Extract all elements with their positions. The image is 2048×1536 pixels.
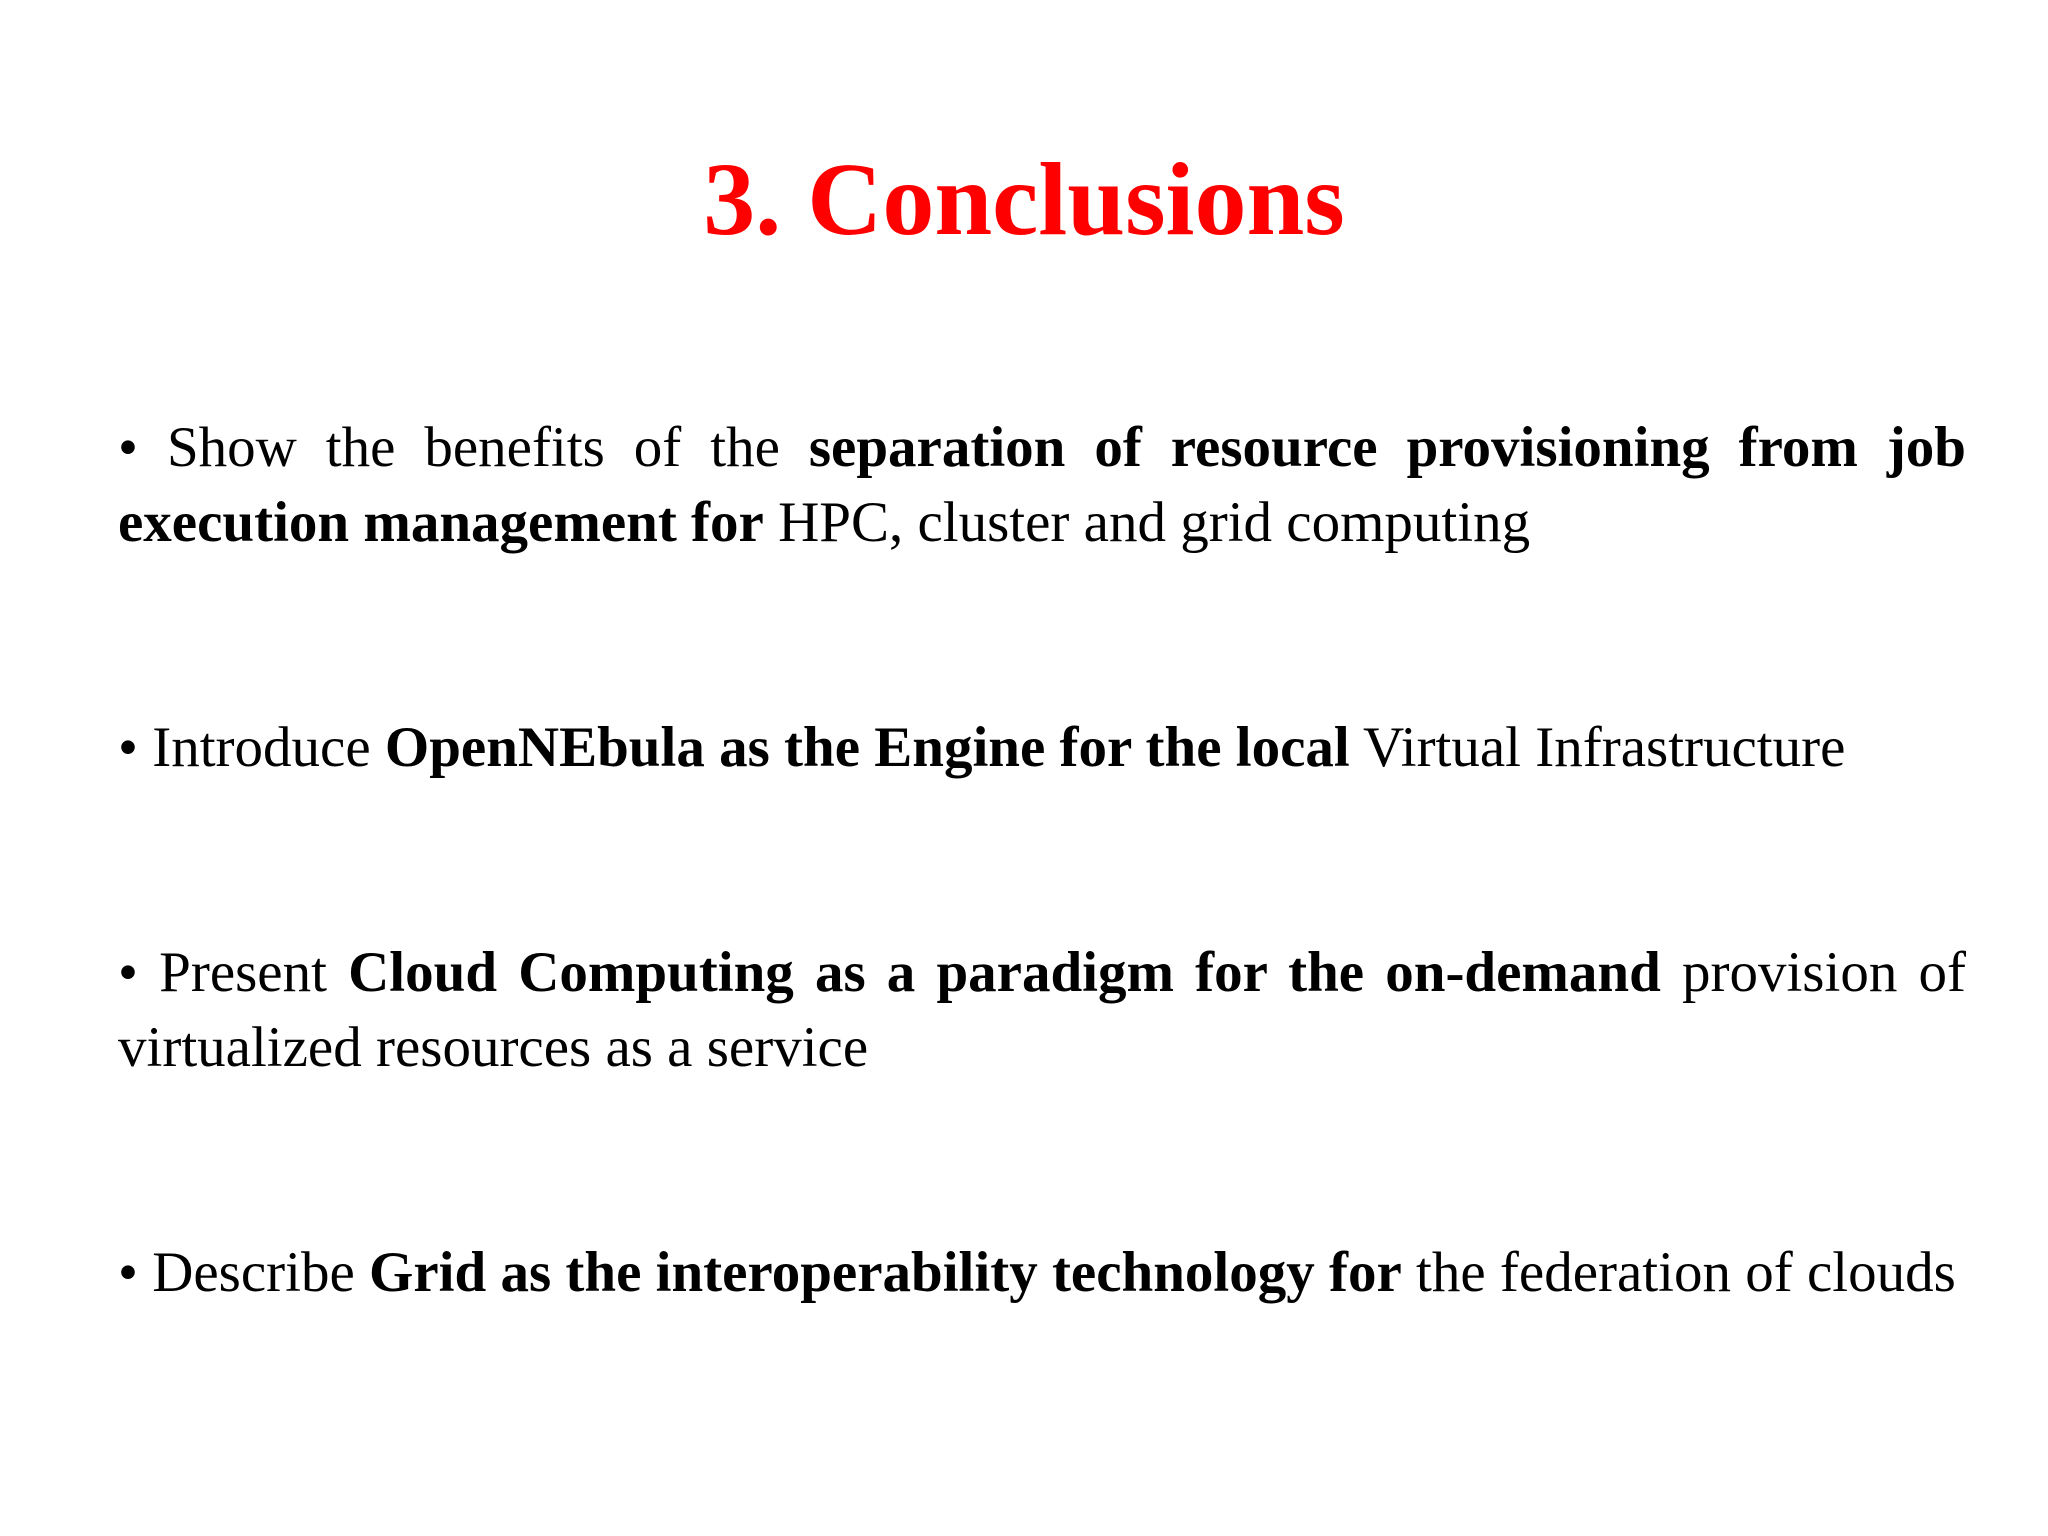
bullet-text-post: Virtual Infrastructure (1349, 716, 1846, 779)
bullet-text-bold: Grid as the interoperability technology for (369, 1241, 1402, 1304)
bullet-text-bold: Cloud Computing as a paradigm for the on-demand (348, 941, 1661, 1004)
bullet-item-opennebula (118, 710, 1966, 785)
bullet-item-grid (118, 1235, 1966, 1310)
bullet-item-cloud-computing (118, 935, 1966, 1085)
bullet-text-post: the federation of clouds (1401, 1241, 1956, 1304)
bullet-text-pre: Show the benefits of the (137, 416, 809, 479)
bullet-marker: • (118, 416, 138, 479)
bullet-text-post: provision of virtualized resources as a service (118, 941, 1966, 1079)
slide-title: 3. Conclusions (703, 142, 1345, 257)
bullet-item-provisioning (118, 410, 1966, 560)
bullet-list (118, 410, 1966, 1310)
bullet-text-pre: Introduce (137, 716, 385, 779)
bullet-text-bold: OpenNEbula as the Engine for the local (384, 716, 1350, 779)
bullet-marker: • (118, 941, 138, 1004)
bullet-marker: • (118, 1241, 138, 1304)
bullet-text-pre: Present (137, 941, 349, 1004)
bullet-text-pre: Describe (137, 1241, 370, 1304)
bullet-text-post: HPC, cluster and grid computing (763, 491, 1531, 554)
bullet-marker: • (118, 716, 138, 779)
bullet-text-bold: separation of resource provisioning from job execution management for (118, 416, 1966, 554)
